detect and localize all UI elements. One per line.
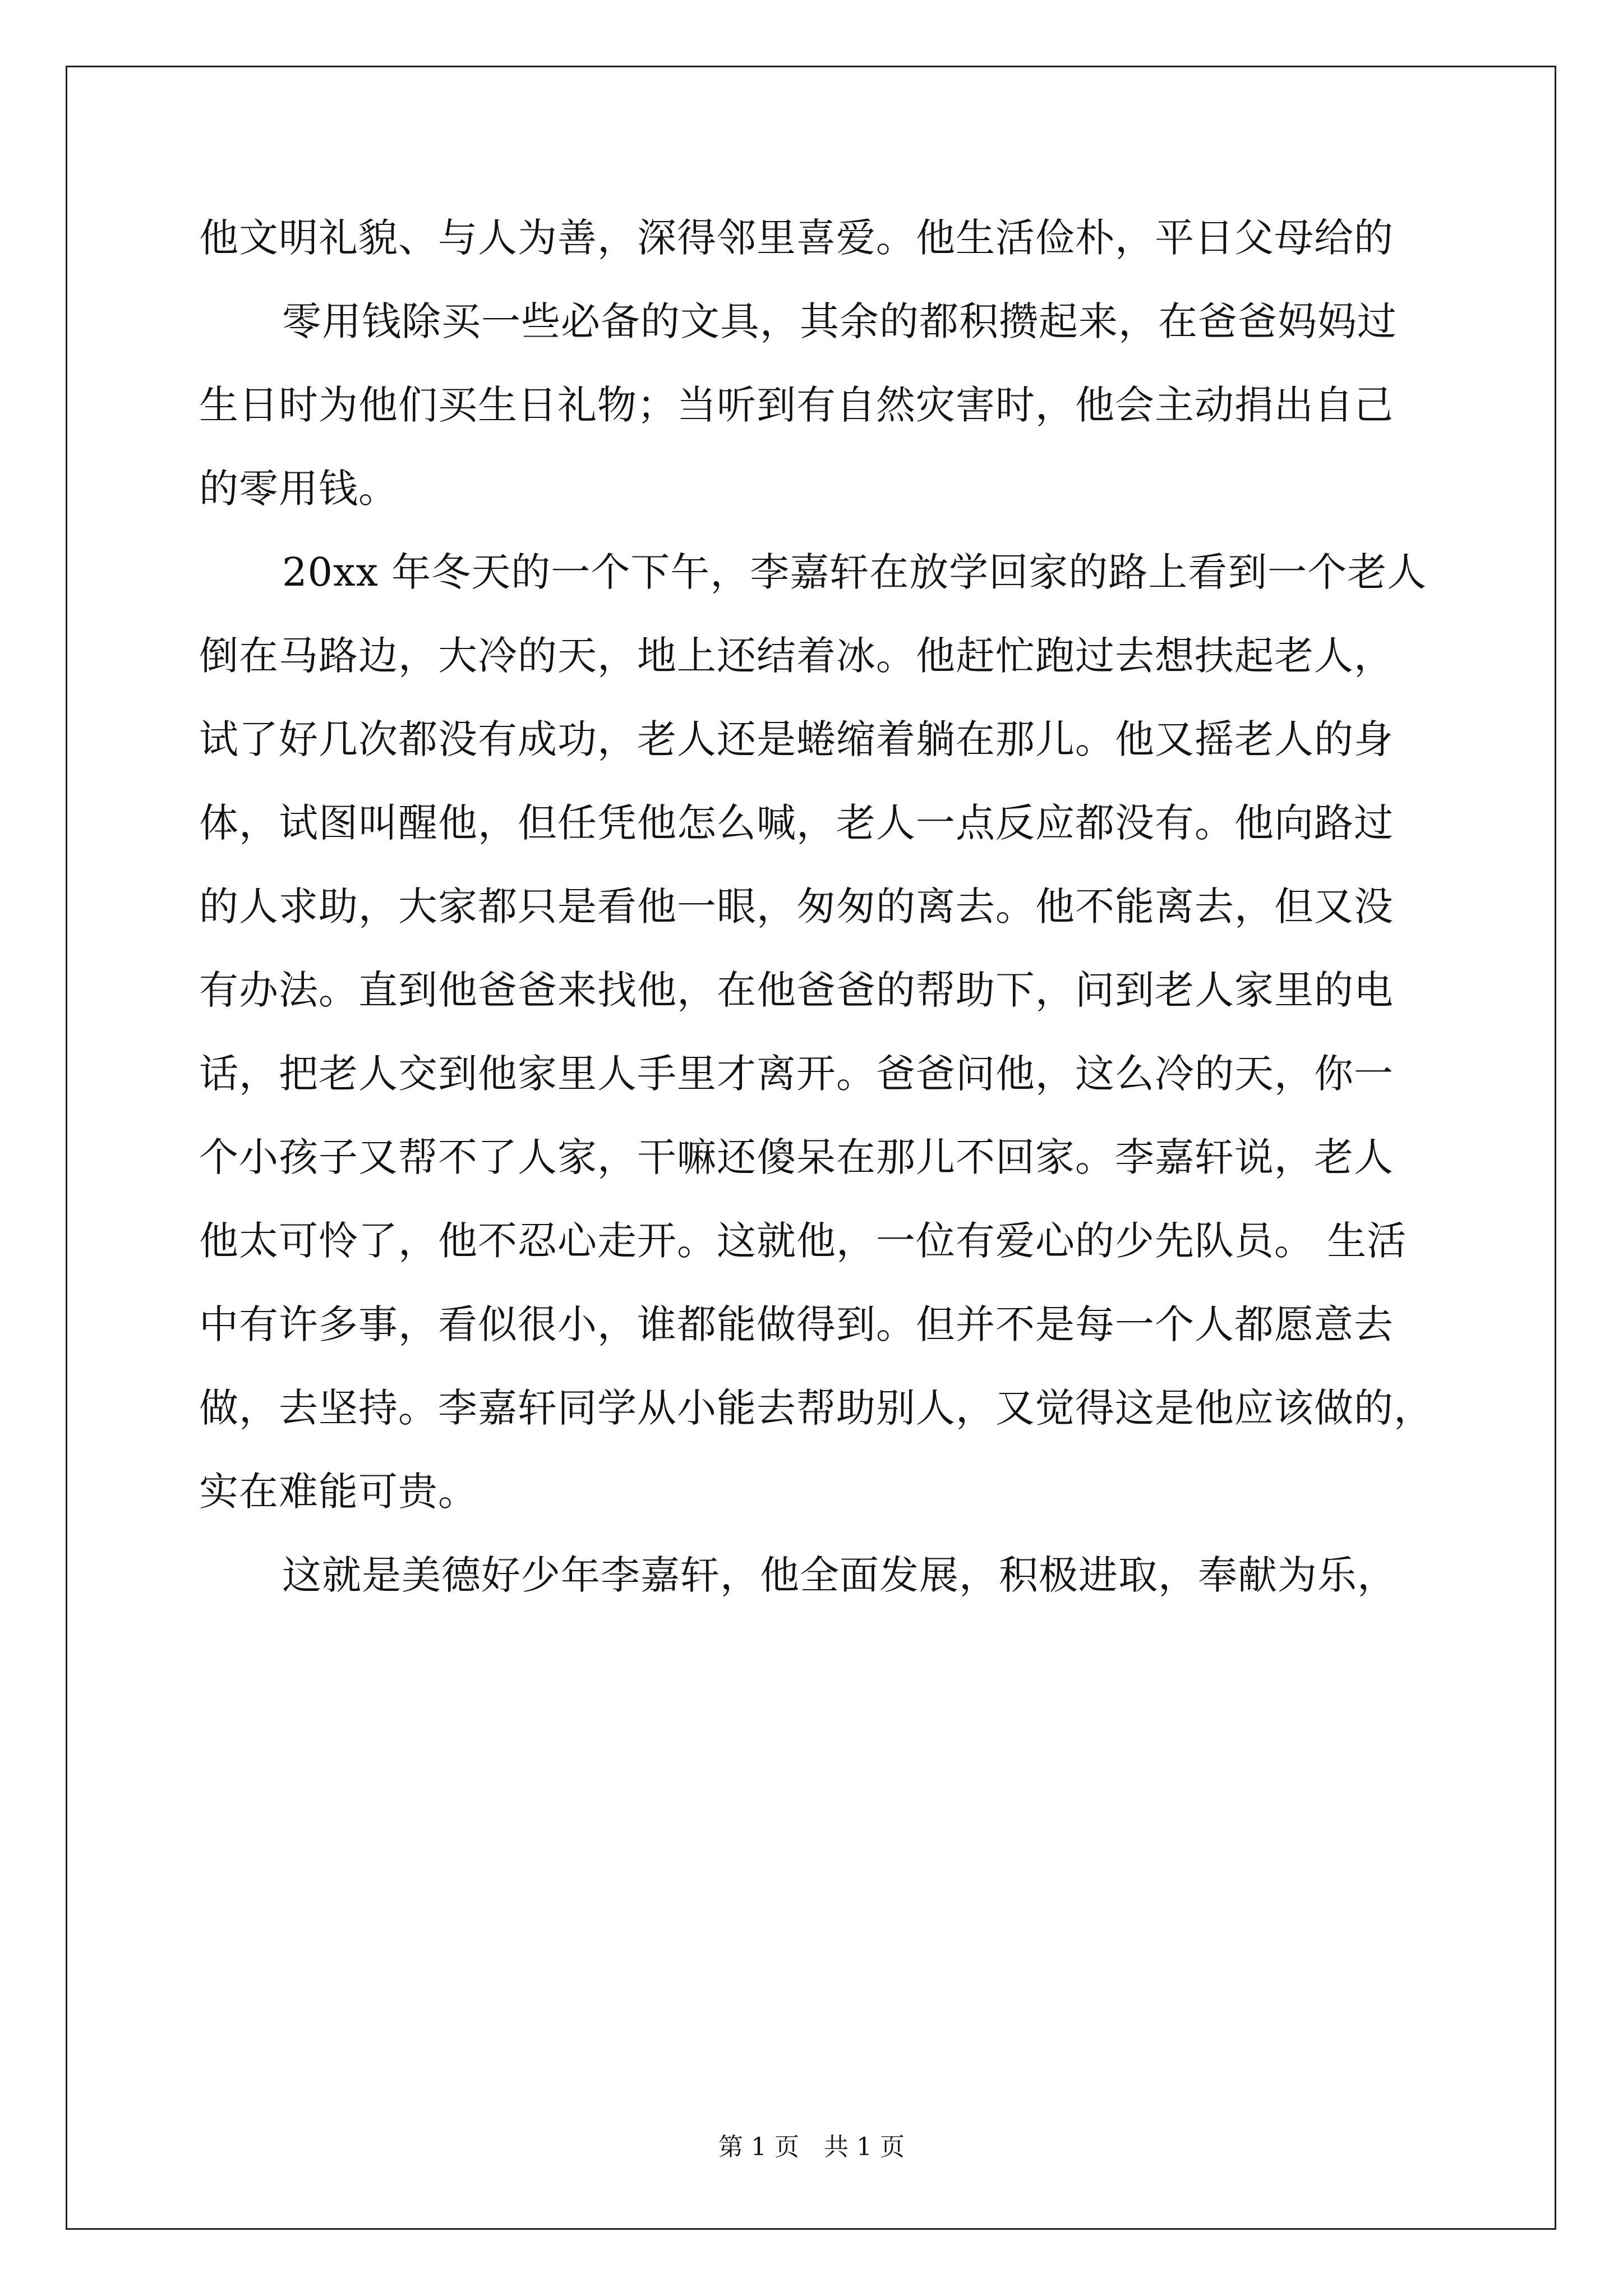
- text-line-11: 话，把老人交到他家里人手里才离开。爸爸问他，这么冷的天，你一: [199, 1051, 1394, 1097]
- text-line-5: 20xx 年冬天的一个下午，李嘉轩在放学回家的路上看到一个老人: [282, 549, 1427, 595]
- text-line-12: 个小孩子又帮不了人家，干嘛还傻呆在那儿不回家。李嘉轩说，老人: [199, 1134, 1394, 1180]
- page-number: 第 1 页 共 1 页: [718, 2133, 905, 2161]
- text-line-15: 做，去坚持。李嘉轩同学从小能去帮助别人，又觉得这是他应该做的，: [199, 1385, 1433, 1431]
- text-line-10: 有办法。直到他爸爸来找他，在他爸爸的帮助下，问到老人家里的电: [199, 967, 1394, 1013]
- text-line-4: 的零用钱。: [199, 466, 398, 512]
- document-body: [199, 215, 1433, 1638]
- text-line-16: 实在难能可贵。: [199, 1469, 478, 1515]
- text-line-13: 他太可怜了，他不忍心走开。这就他，一位有爱心的少先队员。 生活: [199, 1218, 1407, 1264]
- text-line-3: 生日时为他们买生日礼物；当听到有自然灾害时，他会主动捐出自己: [199, 382, 1394, 428]
- text-line-17: 这就是美德好少年李嘉轩，他全面发展，积极进取，奉献为乐，: [282, 1552, 1397, 1598]
- text-line-14: 中有许多事，看似很小，谁都能做得到。但并不是每一个人都愿意去: [199, 1301, 1394, 1347]
- text-line-2: 零用钱除买一些必备的文具，其余的都积攒起来，在爸爸妈妈过: [282, 298, 1397, 344]
- text-line-1: 他文明礼貌、与人为善，深得邻里喜爱。他生活俭朴，平日父母给的: [199, 215, 1394, 261]
- text-line-9: 的人求助，大家都只是看他一眼，匆匆的离去。他不能离去，但又没: [199, 884, 1394, 930]
- text-line-8: 体，试图叫醒他，但任凭他怎么喊，老人一点反应都没有。他向路过: [199, 800, 1394, 846]
- text-line-6: 倒在马路边，大冷的天，地上还结着冰。他赶忙跑过去想扶起老人，: [199, 633, 1394, 679]
- text-line-7: 试了好几次都没有成功，老人还是蜷缩着躺在那儿。他又摇老人的身: [199, 716, 1394, 762]
